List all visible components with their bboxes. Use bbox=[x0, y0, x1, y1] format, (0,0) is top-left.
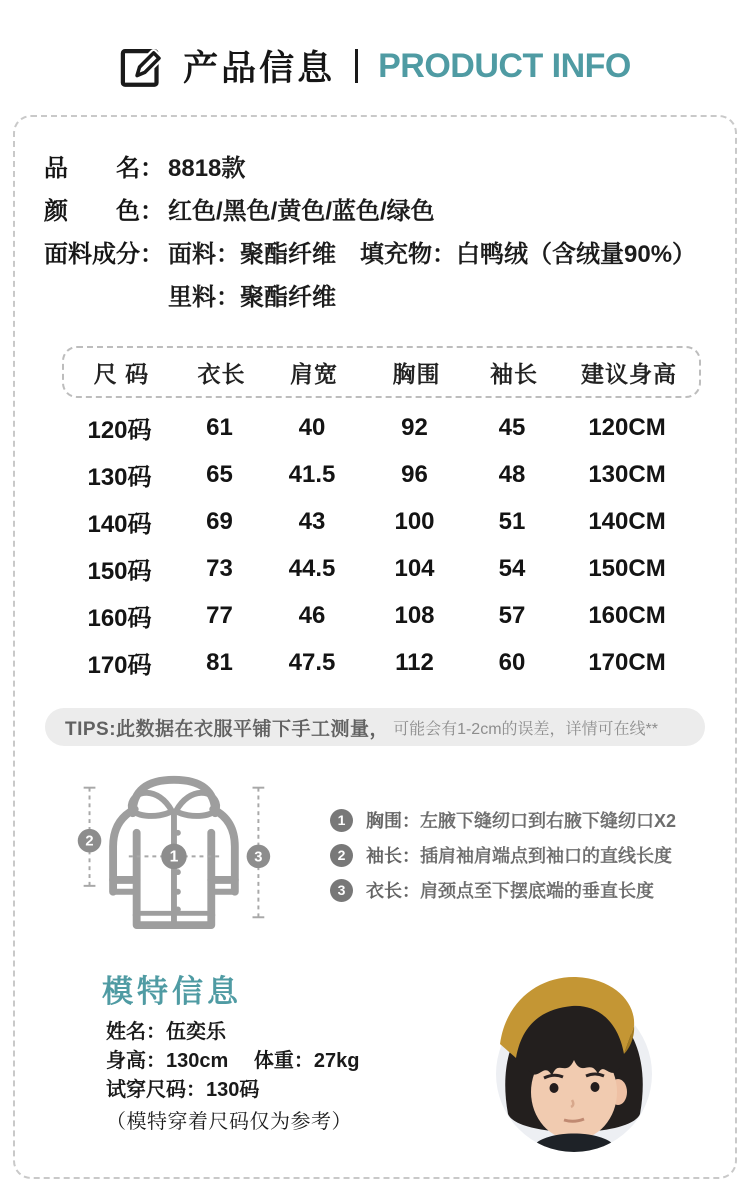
size-cell: 130CM bbox=[588, 460, 666, 488]
measure-note-row bbox=[330, 843, 676, 867]
model-info-details bbox=[106, 1018, 359, 1137]
page-title-zh: 产品信息 bbox=[183, 49, 336, 88]
measure-note-row bbox=[330, 878, 676, 902]
size-cell: 65 bbox=[206, 460, 233, 488]
size-col-header: 胸围 bbox=[392, 360, 441, 387]
tips-banner bbox=[45, 708, 705, 746]
size-cell: 45 bbox=[498, 413, 526, 441]
tips-strong-text: TIPS:此数据在衣服平铺下手工测量， bbox=[65, 718, 390, 740]
model-note-line: （模特穿着尺码仅为参考） bbox=[106, 1111, 352, 1133]
size-cell: 92 bbox=[401, 413, 428, 441]
page-header bbox=[0, 38, 750, 94]
size-cell: 54 bbox=[498, 554, 526, 582]
model-size-line: 试穿尺码：130码 bbox=[106, 1079, 260, 1101]
size-cell: 130码 bbox=[87, 464, 152, 491]
size-table-header bbox=[62, 346, 701, 398]
product-fabric-row-2 bbox=[168, 283, 696, 313]
model-body-line: 身高：130cm 体重：27kg bbox=[106, 1050, 360, 1072]
size-cell: 73 bbox=[206, 554, 233, 582]
product-color-value: 红色/黑色/黄色/蓝色/绿色 bbox=[168, 198, 435, 225]
product-name-label: 品 名： bbox=[44, 155, 164, 182]
size-cell: 100 bbox=[394, 507, 435, 535]
diagram-marker-1: 1 bbox=[169, 848, 179, 866]
size-cell: 43 bbox=[298, 507, 326, 535]
size-cell: 69 bbox=[206, 507, 233, 535]
page-title-en: PRODUCT INFO bbox=[378, 46, 631, 85]
title-divider bbox=[355, 49, 358, 83]
product-color-label: 颜 色： bbox=[44, 198, 164, 225]
size-col-header: 肩宽 bbox=[290, 360, 338, 387]
size-cell: 160CM bbox=[588, 601, 666, 629]
size-cell: 96 bbox=[401, 460, 428, 488]
size-table-row bbox=[62, 498, 701, 545]
note-label: 袖长： bbox=[366, 846, 420, 866]
size-cell: 112 bbox=[395, 648, 434, 676]
size-cell: 150码 bbox=[87, 558, 152, 585]
size-cell: 108 bbox=[394, 601, 435, 629]
note-text: 插肩袖肩端点到袖口的直线长度 bbox=[420, 846, 672, 866]
size-table-row bbox=[62, 639, 701, 686]
product-info-block bbox=[44, 154, 696, 326]
note-label: 衣长： bbox=[366, 881, 420, 901]
size-cell: 48 bbox=[498, 460, 526, 488]
size-col-header: 袖长 bbox=[490, 360, 538, 387]
collar bbox=[528, 1134, 620, 1179]
size-cell: 120码 bbox=[87, 417, 152, 444]
note-number-badge: 2 bbox=[330, 844, 353, 867]
jacket-measure-diagram bbox=[63, 770, 281, 932]
size-cell: 104 bbox=[394, 554, 435, 582]
size-table-row bbox=[62, 451, 701, 498]
size-cell: 57 bbox=[498, 601, 526, 629]
size-table-row bbox=[62, 592, 701, 639]
size-table-body bbox=[62, 404, 701, 686]
product-name-row bbox=[44, 154, 696, 184]
measure-note-row bbox=[330, 808, 676, 832]
note-number-badge: 3 bbox=[330, 879, 353, 902]
size-cell: 160码 bbox=[87, 605, 152, 632]
model-name-line: 姓名：伍奕乐 bbox=[106, 1021, 226, 1043]
product-fabric-value-2: 里料：聚酯纤维 bbox=[168, 284, 336, 311]
diagram-marker-2: 2 bbox=[85, 833, 94, 850]
size-col-header: 衣长 bbox=[197, 360, 246, 387]
model-info-title: 模特信息 bbox=[102, 974, 242, 1009]
size-cell: 170CM bbox=[588, 648, 666, 676]
model-photo bbox=[478, 962, 670, 1178]
size-cell: 47.5 bbox=[288, 648, 336, 676]
note-text: 左腋下缝纫口到右腋下缝纫口X2 bbox=[420, 811, 677, 831]
size-col-header: 建议身高 bbox=[581, 360, 677, 387]
diagram-marker-3: 3 bbox=[254, 849, 263, 866]
size-cell: 150CM bbox=[588, 554, 666, 582]
size-cell: 170码 bbox=[87, 652, 152, 679]
size-col-header: 尺 码 bbox=[93, 360, 150, 387]
size-cell: 81 bbox=[206, 648, 233, 676]
note-number-badge: 1 bbox=[330, 809, 353, 832]
note-text: 肩颈点至下摆底端的垂直长度 bbox=[420, 881, 654, 901]
size-cell: 46 bbox=[298, 601, 326, 629]
product-fabric-row bbox=[44, 240, 696, 270]
product-color-row bbox=[44, 197, 696, 227]
product-fabric-value-1: 面料：聚酯纤维 填充物：白鸭绒（含绒量90%） bbox=[168, 241, 697, 268]
product-fabric-label: 面料成分： bbox=[44, 241, 164, 268]
size-cell: 51 bbox=[498, 507, 526, 535]
measure-notes bbox=[330, 808, 676, 913]
size-cell: 60 bbox=[498, 648, 526, 676]
size-cell: 140码 bbox=[87, 511, 152, 538]
size-cell: 40 bbox=[298, 413, 326, 441]
size-cell: 44.5 bbox=[288, 554, 336, 582]
tips-rest-text: 可能会有1-2cm的误差，详情可在线** bbox=[393, 720, 658, 738]
product-name-value: 8818款 bbox=[168, 155, 246, 182]
size-table-row bbox=[62, 404, 701, 451]
edit-pencil-square-icon bbox=[119, 43, 165, 89]
size-cell: 61 bbox=[206, 413, 233, 441]
size-cell: 41.5 bbox=[288, 460, 336, 488]
size-table-row bbox=[62, 545, 701, 592]
size-cell: 120CM bbox=[588, 413, 666, 441]
size-cell: 77 bbox=[206, 601, 233, 629]
note-label: 胸围： bbox=[366, 811, 420, 831]
size-cell: 140CM bbox=[588, 507, 666, 535]
